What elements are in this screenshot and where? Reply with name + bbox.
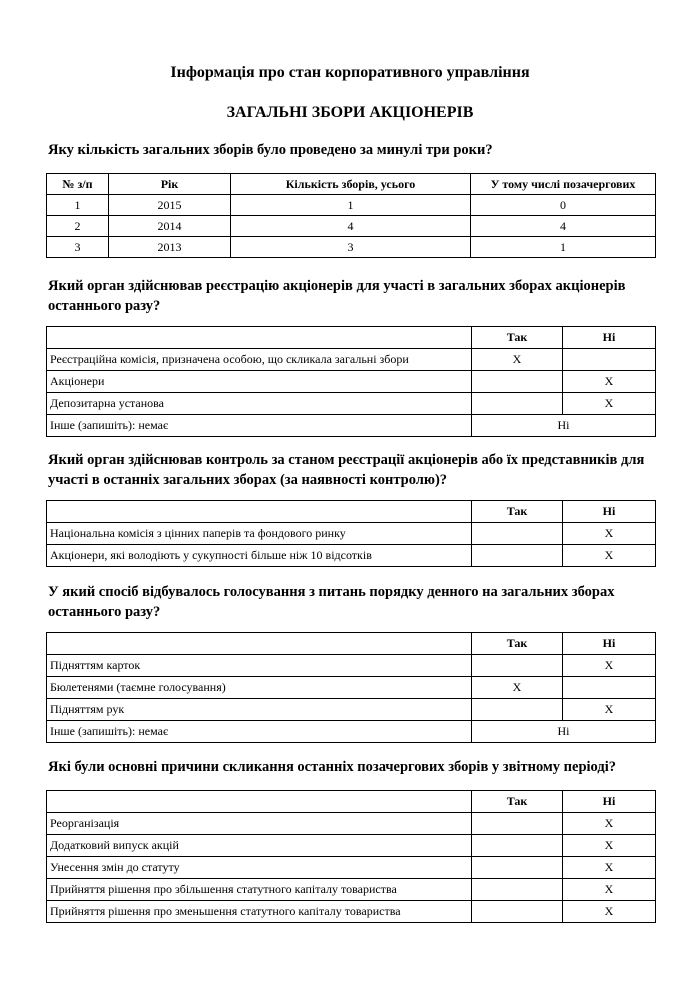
question-extraordinary-reasons: Які були основні причини скликання останніх позачергових зборів у звітному періоді? [48, 759, 617, 775]
table-row [47, 393, 656, 415]
question-meetings-count: Яку кількість загальних зборів було проведено за минулі три роки? [48, 142, 493, 158]
cell-yes [472, 371, 563, 393]
cell-extraordinary: 4 [471, 216, 656, 237]
table-row [47, 195, 656, 216]
table-row [47, 813, 656, 835]
header-yes: Так [472, 791, 563, 813]
row-label: Реорганізація [47, 813, 472, 835]
cell-total: 3 [231, 237, 471, 258]
cell-no: X [563, 857, 656, 879]
cell-number: 2 [47, 216, 109, 237]
row-label: Підняттям рук [47, 699, 472, 721]
cell-yes [472, 857, 563, 879]
cell-number: 3 [47, 237, 109, 258]
row-label: Акціонери [47, 371, 472, 393]
table-row [47, 901, 656, 923]
voting-method-table [46, 632, 656, 743]
registration-control-table [46, 500, 656, 567]
table-row [47, 523, 656, 545]
row-label: Підняттям карток [47, 655, 472, 677]
table-header-row [47, 174, 656, 195]
cell-no: X [563, 879, 656, 901]
cell-total: 1 [231, 195, 471, 216]
header-yes: Так [472, 501, 563, 523]
question-registration [48, 276, 648, 316]
header-extraordinary: У тому числі позачергових [471, 174, 656, 195]
question-line: Який орган здійснював контроль за станом реєстрації акціонерів або їх представників для [48, 452, 645, 468]
extraordinary-reasons-table [46, 790, 656, 923]
header-yes: Так [472, 633, 563, 655]
question-line: Який орган здійснював реєстрацію акціонерів для участі в загальних зборах акціонерів [48, 278, 626, 294]
question-voting-method [48, 582, 648, 622]
header-no: Ні [563, 501, 656, 523]
cell-yes [472, 835, 563, 857]
cell-no: X [563, 655, 656, 677]
table-row [47, 216, 656, 237]
question-registration-control [48, 450, 648, 490]
table-row-other [47, 415, 656, 437]
cell-extraordinary: 1 [471, 237, 656, 258]
table-header-row [47, 327, 656, 349]
cell-yes: X [472, 677, 563, 699]
header-year: Рік [109, 174, 231, 195]
header-blank [47, 501, 472, 523]
table-header-row [47, 791, 656, 813]
cell-number: 1 [47, 195, 109, 216]
row-label: Акціонери, які володіють у сукупності більше ніж 10 відсотків [47, 545, 472, 567]
header-no: Ні [563, 327, 656, 349]
question-line: останнього разу? [48, 604, 161, 620]
header-blank [47, 791, 472, 813]
row-label: Депозитарна установа [47, 393, 472, 415]
header-number: № з/п [47, 174, 109, 195]
table-row-other [47, 721, 656, 743]
meetings-count-table [46, 173, 656, 258]
question-line: участі в останніх загальних зборах (за наявності контролю)? [48, 472, 448, 488]
cell-no: X [563, 835, 656, 857]
registration-table [46, 326, 656, 437]
header-blank [47, 327, 472, 349]
table-row [47, 699, 656, 721]
row-label: Бюлетенями (таємне голосування) [47, 677, 472, 699]
cell-yes [472, 545, 563, 567]
document-title: Інформація про стан корпоративного управління [170, 64, 530, 81]
cell-yes [472, 393, 563, 415]
other-value: Ні [472, 415, 656, 437]
other-label: Інше (запишіть): немає [47, 721, 472, 743]
table-row [47, 371, 656, 393]
cell-no: X [563, 699, 656, 721]
cell-no: X [563, 393, 656, 415]
row-label: Унесення змін до статуту [47, 857, 472, 879]
cell-yes [472, 901, 563, 923]
cell-yes [472, 813, 563, 835]
other-value: Ні [472, 721, 656, 743]
table-row [47, 879, 656, 901]
section-title: ЗАГАЛЬНІ ЗБОРИ АКЦІОНЕРІВ [226, 104, 474, 121]
cell-year: 2015 [109, 195, 231, 216]
table-row [47, 237, 656, 258]
table-header-row [47, 501, 656, 523]
table-row [47, 545, 656, 567]
row-label: Національна комісія з цінних паперів та фондового ринку [47, 523, 472, 545]
cell-year: 2013 [109, 237, 231, 258]
question-line: останнього разу? [48, 298, 161, 314]
other-label: Інше (запишіть): немає [47, 415, 472, 437]
cell-no [563, 677, 656, 699]
row-label: Реєстраційна комісія, призначена особою, що скликала загальні збори [47, 349, 472, 371]
cell-total: 4 [231, 216, 471, 237]
row-label: Додатковий випуск акцій [47, 835, 472, 857]
header-blank [47, 633, 472, 655]
cell-yes [472, 655, 563, 677]
table-row [47, 349, 656, 371]
question-line: У який спосіб відбувалось голосування з питань порядку денного на загальних зборах [48, 584, 615, 600]
cell-extraordinary: 0 [471, 195, 656, 216]
cell-yes [472, 699, 563, 721]
header-no: Ні [563, 633, 656, 655]
cell-no [563, 349, 656, 371]
table-header-row [47, 633, 656, 655]
header-total: Кількість зборів, усього [231, 174, 471, 195]
cell-no: X [563, 901, 656, 923]
cell-no: X [563, 523, 656, 545]
cell-no: X [563, 545, 656, 567]
cell-yes [472, 523, 563, 545]
table-row [47, 677, 656, 699]
cell-year: 2014 [109, 216, 231, 237]
table-row [47, 857, 656, 879]
header-no: Ні [563, 791, 656, 813]
table-row [47, 655, 656, 677]
cell-no: X [563, 813, 656, 835]
header-yes: Так [472, 327, 563, 349]
table-row [47, 835, 656, 857]
cell-yes [472, 879, 563, 901]
row-label: Прийняття рішення про збільшення статутного капіталу товариства [47, 879, 472, 901]
row-label: Прийняття рішення про зменьшення статутного капіталу товариства [47, 901, 472, 923]
cell-yes: X [472, 349, 563, 371]
cell-no: X [563, 371, 656, 393]
